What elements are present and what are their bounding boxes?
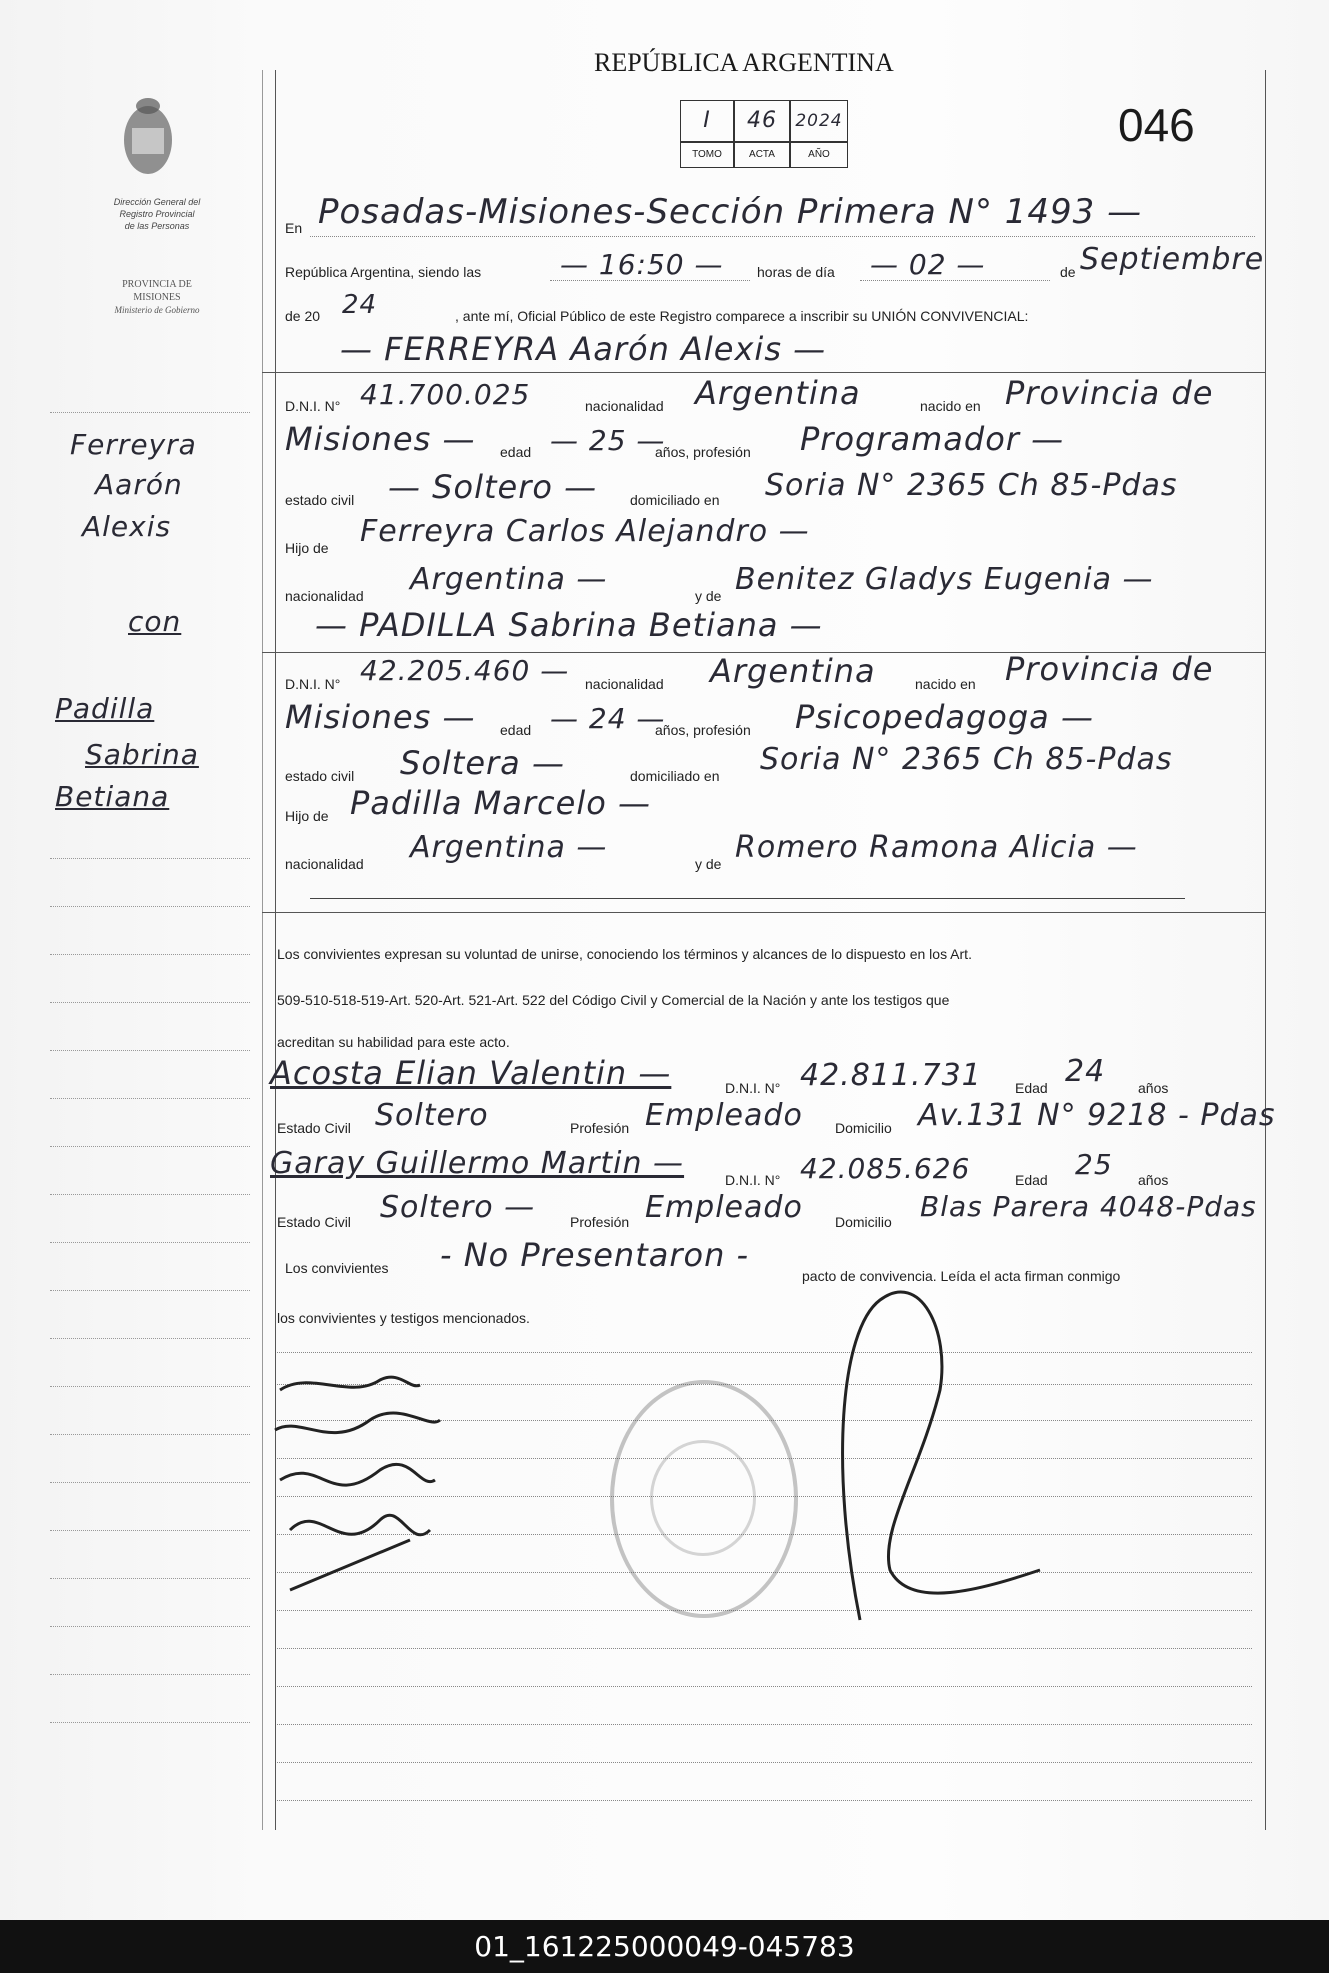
label-en: En bbox=[285, 220, 303, 236]
p1-nac: Argentina bbox=[695, 374, 861, 412]
label-ante: , ante mí, Oficial Público de este Registro comparece a inscribir su UNIÓN CONVIVENCIAL: bbox=[455, 308, 1029, 324]
signature-icon bbox=[260, 1360, 460, 1620]
person2-name: — PADILLA Sabrina Betiana — bbox=[315, 606, 823, 644]
label-de: de bbox=[1060, 264, 1076, 280]
tomo-value: I bbox=[703, 108, 711, 133]
official-stamp-inner bbox=[650, 1440, 756, 1556]
p1-civil-label: estado civil bbox=[285, 492, 355, 508]
p1-dom: Soria N° 2365 Ch 85-Pdas bbox=[765, 468, 1178, 503]
closing-line-3: acreditan su habilidad para este acto. bbox=[277, 1034, 510, 1050]
witness2-name: Garay Guillermo Martin — bbox=[270, 1146, 685, 1181]
p1-edad-label: edad bbox=[500, 444, 532, 460]
person1-name: — FERREYRA Aarón Alexis — bbox=[340, 330, 827, 368]
w1-civil-label: Estado Civil bbox=[277, 1120, 351, 1136]
margin-name-5: Sabrina bbox=[85, 738, 199, 771]
p1-nac2: Argentina — bbox=[410, 562, 608, 597]
w2-civil: Soltero — bbox=[380, 1190, 536, 1225]
label-horas: horas de día bbox=[757, 264, 835, 280]
label-convivientes: Los convivientes bbox=[285, 1260, 389, 1276]
p1-civil: — Soltero — bbox=[388, 468, 598, 506]
p2-nac: Argentina bbox=[710, 652, 876, 690]
witness1-name: Acosta Elian Valentin — bbox=[270, 1054, 672, 1092]
p2-profesion: Psicopedagoga — bbox=[795, 698, 1094, 736]
margin-name-3: Alexis bbox=[82, 510, 172, 543]
acta-value: 46 bbox=[747, 108, 777, 133]
day-value: — 02 — bbox=[870, 248, 986, 281]
p2-nac2-label: nacionalidad bbox=[285, 856, 364, 872]
p1-born: Provincia de bbox=[1005, 374, 1214, 412]
w1-dom: Av.131 N° 9218 - Pdas bbox=[918, 1098, 1276, 1133]
closing-last: los convivientes y testigos mencionados. bbox=[277, 1310, 530, 1326]
p1-madre: Benitez Gladys Eugenia — bbox=[735, 562, 1154, 597]
w1-prof: Empleado bbox=[645, 1098, 803, 1133]
w1-civil: Soltero bbox=[375, 1098, 489, 1133]
anio-value: 2024 bbox=[795, 111, 843, 131]
w2-edad-label: Edad bbox=[1015, 1172, 1048, 1188]
p1-nac2-label: nacionalidad bbox=[285, 588, 364, 604]
scan-id-footer: 01_161225000049-045783 bbox=[0, 1920, 1329, 1973]
p1-yde-label: y de bbox=[695, 588, 722, 604]
p1-born2: Misiones — bbox=[285, 420, 476, 458]
w2-prof-label: Profesión bbox=[570, 1214, 630, 1230]
p2-nac-label: nacionalidad bbox=[585, 676, 664, 692]
margin-con: con bbox=[128, 605, 182, 638]
act-reference-box bbox=[680, 100, 850, 170]
p2-nac2: Argentina — bbox=[410, 830, 608, 865]
coat-of-arms-icon bbox=[118, 92, 178, 187]
w1-prof-label: Profesión bbox=[570, 1120, 630, 1136]
w2-prof: Empleado bbox=[645, 1190, 803, 1225]
header-number: 046 bbox=[1118, 99, 1195, 151]
p1-padre: Ferreyra Carlos Alejandro — bbox=[360, 514, 810, 549]
p1-born-label: nacido en bbox=[920, 398, 981, 414]
p2-edad: — 24 — bbox=[550, 702, 666, 735]
month-value: Septiembre bbox=[1080, 242, 1265, 277]
time-value: — 16:50 — bbox=[560, 248, 724, 281]
province-caption: PROVINCIA DE MISIONES Ministerio de Gobierno bbox=[114, 279, 200, 315]
pacto-tail: pacto de convivencia. Leída el acta firman conmigo bbox=[802, 1268, 1121, 1284]
w1-edad: 24 bbox=[1065, 1054, 1106, 1089]
w2-edad: 25 bbox=[1075, 1148, 1113, 1181]
tomo-label: TOMO bbox=[680, 142, 734, 168]
p2-born: Provincia de bbox=[1005, 650, 1214, 688]
p2-padre: Padilla Marcelo — bbox=[350, 784, 651, 822]
pacto-value: - No Presentaron - bbox=[440, 1236, 750, 1274]
p1-anos-label: años, profesión bbox=[655, 444, 751, 460]
p2-madre: Romero Ramona Alicia — bbox=[735, 830, 1138, 865]
p1-profesion: Programador — bbox=[800, 420, 1065, 458]
p1-dni: 41.700.025 bbox=[360, 378, 531, 411]
w2-anos-label: años bbox=[1138, 1172, 1169, 1188]
p2-civil: Soltera — bbox=[400, 744, 565, 782]
p1-edad: — 25 — bbox=[550, 424, 666, 457]
margin-name-2: Aarón bbox=[95, 468, 183, 501]
p2-dom-label: domiciliado en bbox=[630, 768, 720, 784]
margin-name-6: Betiana bbox=[55, 780, 170, 813]
w2-dni-label: D.N.I. N° bbox=[725, 1172, 781, 1188]
closing-line-2: 509-510-518-519-Art. 520-Art. 521-Art. 522 del Código Civil y Comercial de la Nación y ante los testigos que bbox=[277, 992, 950, 1008]
w2-dom: Blas Parera 4048-Pdas bbox=[920, 1190, 1257, 1223]
p2-dom: Soria N° 2365 Ch 85-Pdas bbox=[760, 742, 1173, 777]
p1-dni-label: D.N.I. N° bbox=[285, 398, 341, 414]
p1-hijo-label: Hijo de bbox=[285, 540, 329, 556]
w1-dom-label: Domicilio bbox=[835, 1120, 892, 1136]
p1-nac-label: nacionalidad bbox=[585, 398, 664, 414]
p2-dni-label: D.N.I. N° bbox=[285, 676, 341, 692]
year-value: 24 bbox=[342, 290, 378, 320]
w2-civil-label: Estado Civil bbox=[277, 1214, 351, 1230]
seal-caption: Dirección General del Registro Provincial de las Personas bbox=[113, 197, 201, 231]
acta-label: ACTA bbox=[734, 142, 790, 168]
header-republic: REPÚBLICA ARGENTINA bbox=[594, 48, 894, 77]
p2-born-label: nacido en bbox=[915, 676, 976, 692]
p2-civil-label: estado civil bbox=[285, 768, 355, 784]
p2-hijo-label: Hijo de bbox=[285, 808, 329, 824]
label-year: de 20 bbox=[285, 308, 321, 324]
margin-name-4: Padilla bbox=[55, 692, 155, 725]
w1-anos-label: años bbox=[1138, 1080, 1169, 1096]
p2-dni: 42.205.460 — bbox=[360, 654, 570, 687]
p2-yde-label: y de bbox=[695, 856, 722, 872]
w1-dni-label: D.N.I. N° bbox=[725, 1080, 781, 1096]
closing-line-1: Los convivientes expresan su voluntad de unirse, conociendo los términos y alcances de lo dispuesto en los Art. bbox=[277, 946, 972, 962]
p1-dom-label: domiciliado en bbox=[630, 492, 720, 508]
w2-dni: 42.085.626 bbox=[800, 1152, 971, 1185]
place-value: Posadas-Misiones-Sección Primera N° 1493 — bbox=[318, 192, 1143, 232]
margin-name-1: Ferreyra bbox=[70, 428, 197, 461]
w1-edad-label: Edad bbox=[1015, 1080, 1048, 1096]
p2-anos-label: años, profesión bbox=[655, 722, 751, 738]
officer-signature-icon bbox=[820, 1270, 1080, 1640]
p2-born2: Misiones — bbox=[285, 698, 476, 736]
p2-edad-label: edad bbox=[500, 722, 532, 738]
w1-dni: 42.811.731 bbox=[800, 1058, 982, 1093]
anio-label: AÑO bbox=[790, 142, 848, 168]
w2-dom-label: Domicilio bbox=[835, 1214, 892, 1230]
label-republica: República Argentina, siendo las bbox=[285, 264, 482, 280]
